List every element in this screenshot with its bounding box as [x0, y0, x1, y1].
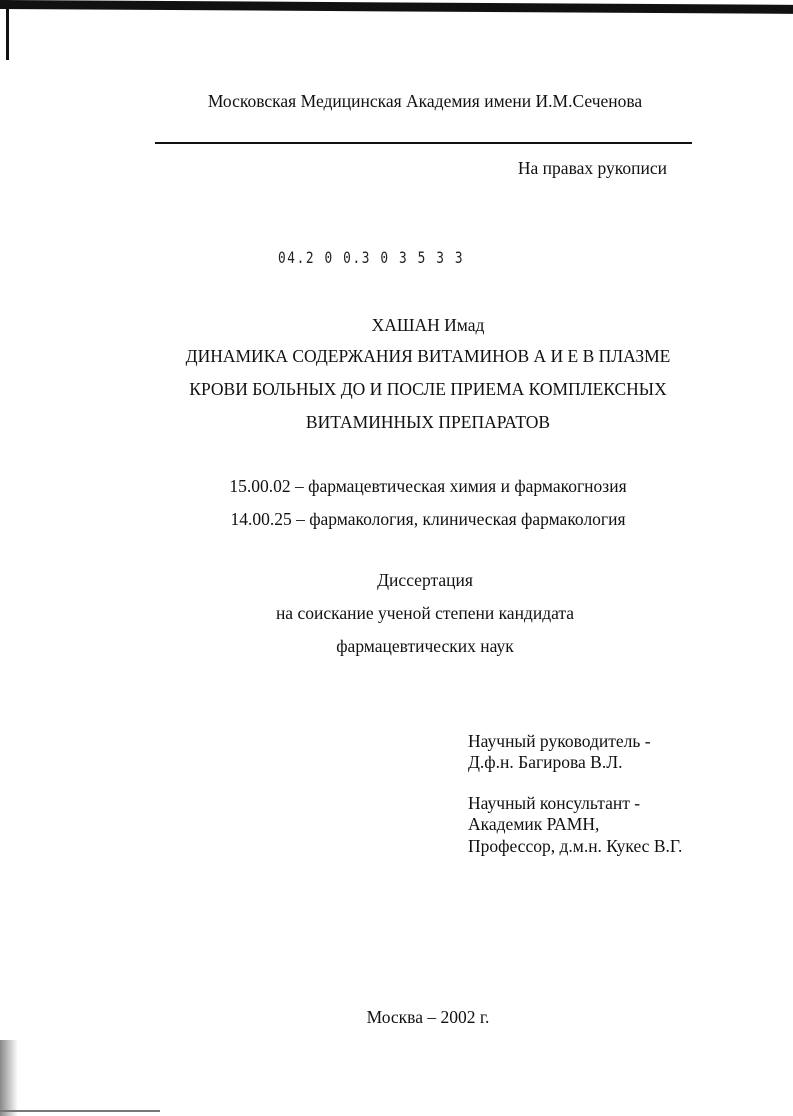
degree-line: на соискание ученой степени кандидата: [275, 603, 575, 623]
degree-heading: Диссертация: [377, 570, 473, 590]
title-line: ВИТАМИННЫХ ПРЕПАРАТОВ: [305, 412, 551, 432]
consultant-title: Академик РАМН,: [468, 814, 600, 834]
consultant-name: Профессор, д.м.н. Кукес В.Г.: [468, 836, 683, 856]
specialty: 15.00.02 – фармацевтическая химия и фармакогнозия: [229, 476, 627, 496]
registration-stamp: 04.2 0 0.3 0 3 5 3 3: [278, 248, 465, 267]
divider: [155, 142, 692, 144]
title-line: КРОВИ БОЛЬНЫХ ДО И ПОСЛЕ ПРИЕМА КОМПЛЕКСНЫХ: [189, 379, 667, 399]
manuscript-note: На правах рукописи: [517, 158, 667, 178]
scan-bottom-edge: [0, 1110, 160, 1112]
supervisor-label: Научный руководитель -: [468, 731, 651, 751]
consultant-label: Научный консультант -: [468, 793, 641, 813]
specialty: 14.00.25 – фармакология, клиническая фармакология: [230, 509, 626, 529]
title-line: ДИНАМИКА СОДЕРЖАНИЯ ВИТАМИНОВ А И Е В ПЛАЗМЕ: [185, 346, 671, 366]
author: ХАШАН Имад: [371, 315, 485, 335]
supervisor-name: Д.ф.н. Багирова В.Л.: [468, 752, 623, 772]
scan-top-edge: [0, 0, 793, 14]
place-year: Москва – 2002 г.: [366, 1007, 490, 1027]
scan-shadow: [0, 1040, 18, 1116]
degree-line: фармацевтических наук: [336, 636, 514, 656]
scan-left-edge: [6, 0, 9, 60]
institution: Московская Медицинская Академия имени И.М.Сеченова: [207, 91, 643, 111]
